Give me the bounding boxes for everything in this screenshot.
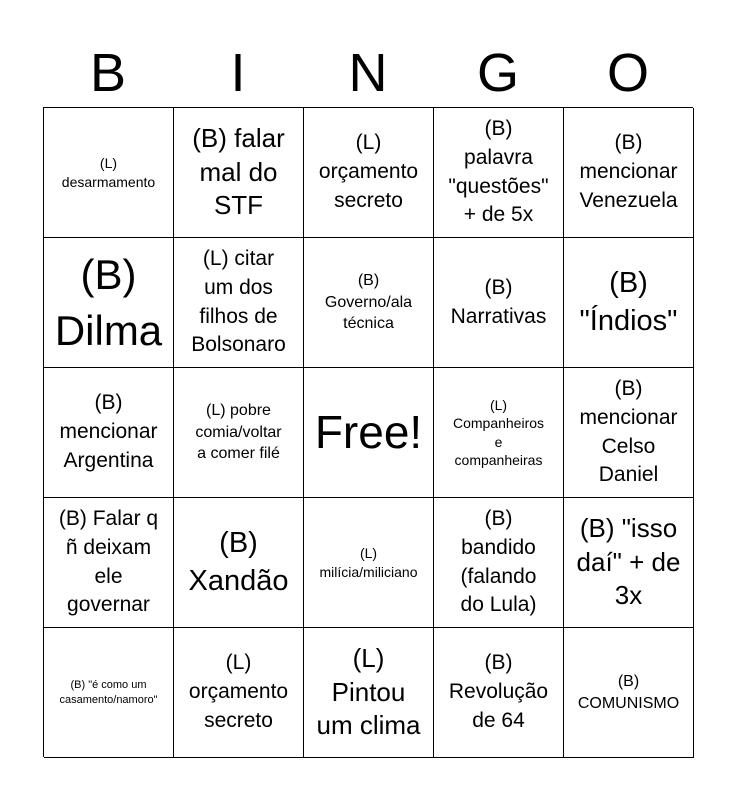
- bingo-cell[interactable]: (L) milícia/miliciano: [304, 498, 434, 628]
- bingo-board: [43, 107, 693, 757]
- header-letter-g: G: [476, 43, 519, 103]
- bingo-cell[interactable]: (B) "isso daí" + de 3x: [564, 498, 694, 628]
- bingo-header: [43, 40, 693, 106]
- bingo-cell[interactable]: (L) desarmamento: [44, 108, 174, 238]
- bingo-cell[interactable]: (B) Falar q ñ deixam ele governar: [44, 498, 174, 628]
- bingo-cell[interactable]: (L) Companheiros e companheiras: [434, 368, 564, 498]
- bingo-cell[interactable]: (B) Governo/ala técnica: [304, 238, 434, 368]
- bingo-cell[interactable]: (L) pobre comia/voltar a comer filé: [174, 368, 304, 498]
- bingo-cell[interactable]: (B) mencionar Argentina: [44, 368, 174, 498]
- header-letter-n: N: [348, 43, 388, 103]
- bingo-cell[interactable]: (L) Pintou um clima: [304, 628, 434, 758]
- header-letter-b: B: [89, 43, 127, 103]
- bingo-cell[interactable]: (B) mencionar Celso Daniel: [564, 368, 694, 498]
- bingo-cell[interactable]: (B) mencionar Venezuela: [564, 108, 694, 238]
- bingo-cell[interactable]: (B) bandido (falando do Lula): [434, 498, 564, 628]
- bingo-cell[interactable]: (B) falar mal do STF: [174, 108, 304, 238]
- bingo-cell[interactable]: (L) orçamento secreto: [174, 628, 304, 758]
- bingo-cell[interactable]: (L) orçamento secreto: [304, 108, 434, 238]
- bingo-cell[interactable]: (L) citar um dos filhos de Bolsonaro: [174, 238, 304, 368]
- bingo-cell[interactable]: (B) "Índios": [564, 238, 694, 368]
- bingo-cell[interactable]: (B) Revolução de 64: [434, 628, 564, 758]
- free-space[interactable]: Free!: [304, 368, 434, 498]
- bingo-cell[interactable]: (B) Dilma: [44, 238, 174, 368]
- bingo-cell[interactable]: (B) Narrativas: [434, 238, 564, 368]
- bingo-cell[interactable]: (B) Xandão: [174, 498, 304, 628]
- bingo-cell[interactable]: (B) COMUNISMO: [564, 628, 694, 758]
- header-letter-i: I: [230, 43, 246, 103]
- bingo-cell[interactable]: (B) "é como um casamento/namoro": [44, 628, 174, 758]
- bingo-cell[interactable]: (B) palavra "questões" + de 5x: [434, 108, 564, 238]
- header-letter-o: O: [606, 43, 649, 103]
